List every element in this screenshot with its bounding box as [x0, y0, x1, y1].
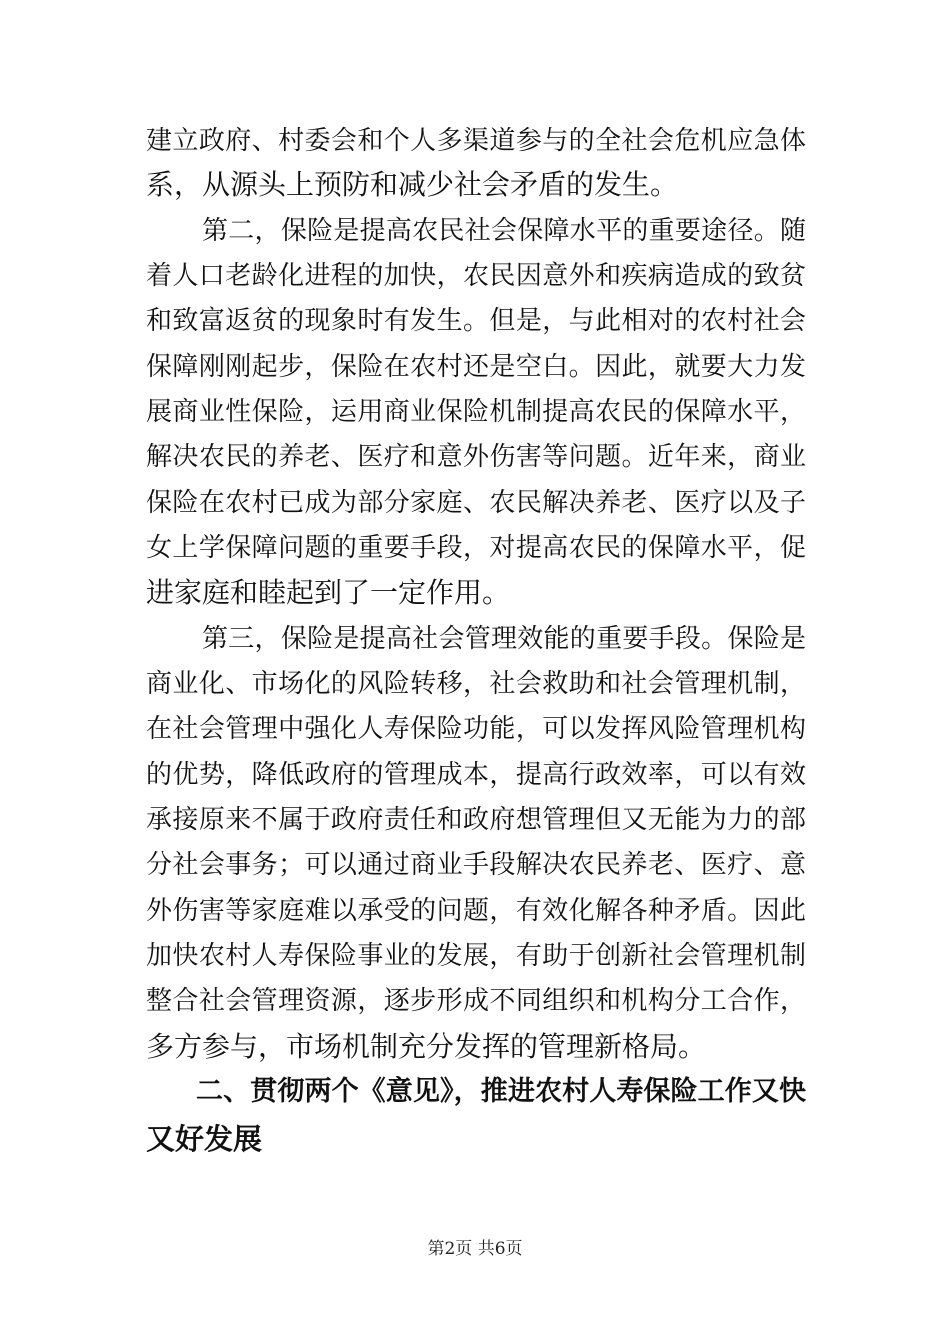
body-text-line: 整合社会管理资源，逐步形成不同组织和机构分工合作， [146, 986, 806, 1016]
body-text-line: 进家庭和睦起到了一定作用。 [146, 576, 511, 609]
body-text-line: 保障刚刚起步，保险在农村还是空白。因此，就要大力发 [146, 352, 806, 382]
body-text-line: 解决农民的养老、医疗和意外伤害等问题。近年来，商业 [146, 442, 806, 472]
body-text-line: 女上学保障问题的重要手段，对提高农民的保障水平，促 [146, 533, 806, 563]
body-text-line: 商业化、市场化的风险转移，社会救助和社会管理机制， [146, 669, 806, 699]
paragraph-first-line: 第二，保险是提高农民社会保障水平的重要途径。随 [202, 216, 806, 246]
body-text-line: 的优势，降低政府的管理成本，提高行政效率，可以有效 [146, 760, 806, 790]
body-text-line: 建立政府、村委会和个人多渠道参与的全社会危机应急体 [146, 126, 806, 156]
body-text-line: 加快农村人寿保险事业的发展，有助于创新社会管理机制 [146, 941, 806, 971]
body-text-line: 多方参与，市场机制充分发挥的管理新格局。 [146, 1030, 707, 1063]
body-text-line: 在社会管理中强化人寿保险功能，可以发挥风险管理机构 [146, 714, 806, 744]
body-text-line: 分社会事务；可以通过商业手段解决农民养老、医疗、意 [146, 850, 806, 880]
page-number-footer: 第2页 共6页 [427, 1239, 523, 1259]
paragraph-first-line: 第三，保险是提高社会管理效能的重要手段。保险是 [202, 624, 806, 654]
body-text-line: 和致富返贫的现象时有发生。但是，与此相对的农村社会 [146, 306, 806, 336]
body-text-line: 着人口老龄化进程的加快，农民因意外和疾病造成的致贫 [146, 261, 806, 291]
section-heading: 又好发展 [146, 1122, 263, 1156]
body-text-line: 外伤害等家庭难以承受的问题，有效化解各种矛盾。因此 [146, 896, 806, 926]
body-text-line: 保险在农村已成为部分家庭、农民解决养老、医疗以及子 [146, 488, 806, 518]
body-text-line: 承接原来不属于政府责任和政府想管理但又无能为力的部 [146, 805, 806, 835]
section-heading: 二、贯彻两个《意见》，推进农村人寿保险工作又快 [196, 1076, 806, 1107]
body-text-line: 展商业性保险，运用商业保险机制提高农民的保障水平， [146, 397, 806, 427]
body-text-line: 系，从源头上预防和减少社会矛盾的发生。 [146, 168, 679, 201]
